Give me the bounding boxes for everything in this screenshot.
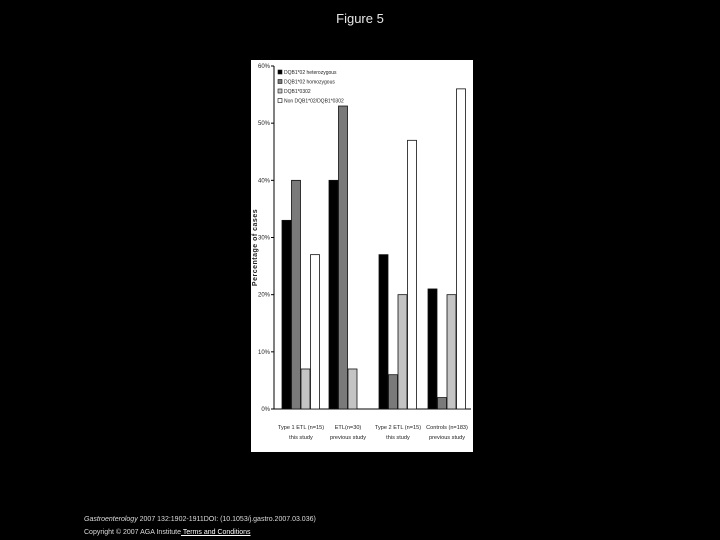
x-tick-label: Controls (n=183) bbox=[426, 425, 468, 431]
y-tick-label: 30% bbox=[257, 235, 270, 242]
x-tick-label: this study bbox=[386, 435, 410, 441]
y-tick-label: 10% bbox=[257, 349, 270, 356]
copyright-text: Copyright © 2007 AGA Institute bbox=[84, 529, 181, 536]
x-tick-label: previous study bbox=[329, 435, 367, 441]
citation-details: 2007 132:1902-1911DOI: (10.1053/j.gastro.2007.03.036) bbox=[137, 516, 316, 523]
x-tick-label: previous study bbox=[428, 435, 466, 441]
figure-title: Figure 5 bbox=[336, 11, 384, 26]
legend-swatch bbox=[278, 89, 282, 93]
y-tick-label: 50% bbox=[257, 121, 270, 128]
citation-journal: Gastroenterology bbox=[84, 516, 138, 523]
legend-swatch bbox=[278, 80, 282, 84]
x-tick-label: Type 2 ETL (n=15) bbox=[374, 425, 422, 431]
y-tick-label: 0% bbox=[261, 407, 270, 413]
terms-and-conditions-link[interactable]: Terms and Conditions bbox=[181, 529, 251, 536]
bar-2-0 bbox=[379, 255, 388, 409]
legend-entry: DQB1*02 heterozygous bbox=[284, 70, 337, 76]
bar-3-1 bbox=[438, 398, 447, 409]
bar-0-1 bbox=[292, 180, 301, 409]
bar-3-0 bbox=[428, 289, 437, 409]
bar-1-1 bbox=[339, 106, 348, 409]
x-tick-label: this study bbox=[289, 435, 313, 441]
bar-1-0 bbox=[329, 180, 338, 409]
x-tick-label: ETL(n=30) bbox=[334, 425, 362, 431]
legend-entry: DQB1*02 homozygous bbox=[284, 79, 335, 86]
legend-swatch bbox=[278, 70, 282, 74]
bar-0-0 bbox=[282, 220, 291, 409]
bar-2-1 bbox=[389, 375, 398, 409]
y-tick-label: 20% bbox=[257, 292, 270, 299]
y-tick-label: 40% bbox=[257, 178, 270, 185]
citation bbox=[84, 516, 316, 523]
bar-2-3 bbox=[408, 140, 417, 409]
bar-0-3 bbox=[311, 255, 320, 409]
chart-panel bbox=[251, 60, 473, 452]
bar-3-2 bbox=[447, 295, 456, 409]
legend-swatch bbox=[278, 99, 282, 103]
legend-entry: DQB1*0302 bbox=[284, 89, 311, 95]
bar-2-2 bbox=[398, 295, 407, 409]
bar-chart bbox=[251, 60, 473, 452]
copyright bbox=[84, 529, 251, 536]
y-axis-label: Percentage of cases bbox=[252, 208, 259, 287]
legend-entry: Non DQB1*02/DQB1*0302 bbox=[284, 98, 344, 105]
bar-3-3 bbox=[457, 89, 466, 409]
bar-1-2 bbox=[348, 369, 357, 409]
bar-0-2 bbox=[301, 369, 310, 409]
x-tick-label: Type 1 ETL (n=15) bbox=[277, 425, 325, 431]
y-tick-label: 60% bbox=[257, 64, 270, 70]
